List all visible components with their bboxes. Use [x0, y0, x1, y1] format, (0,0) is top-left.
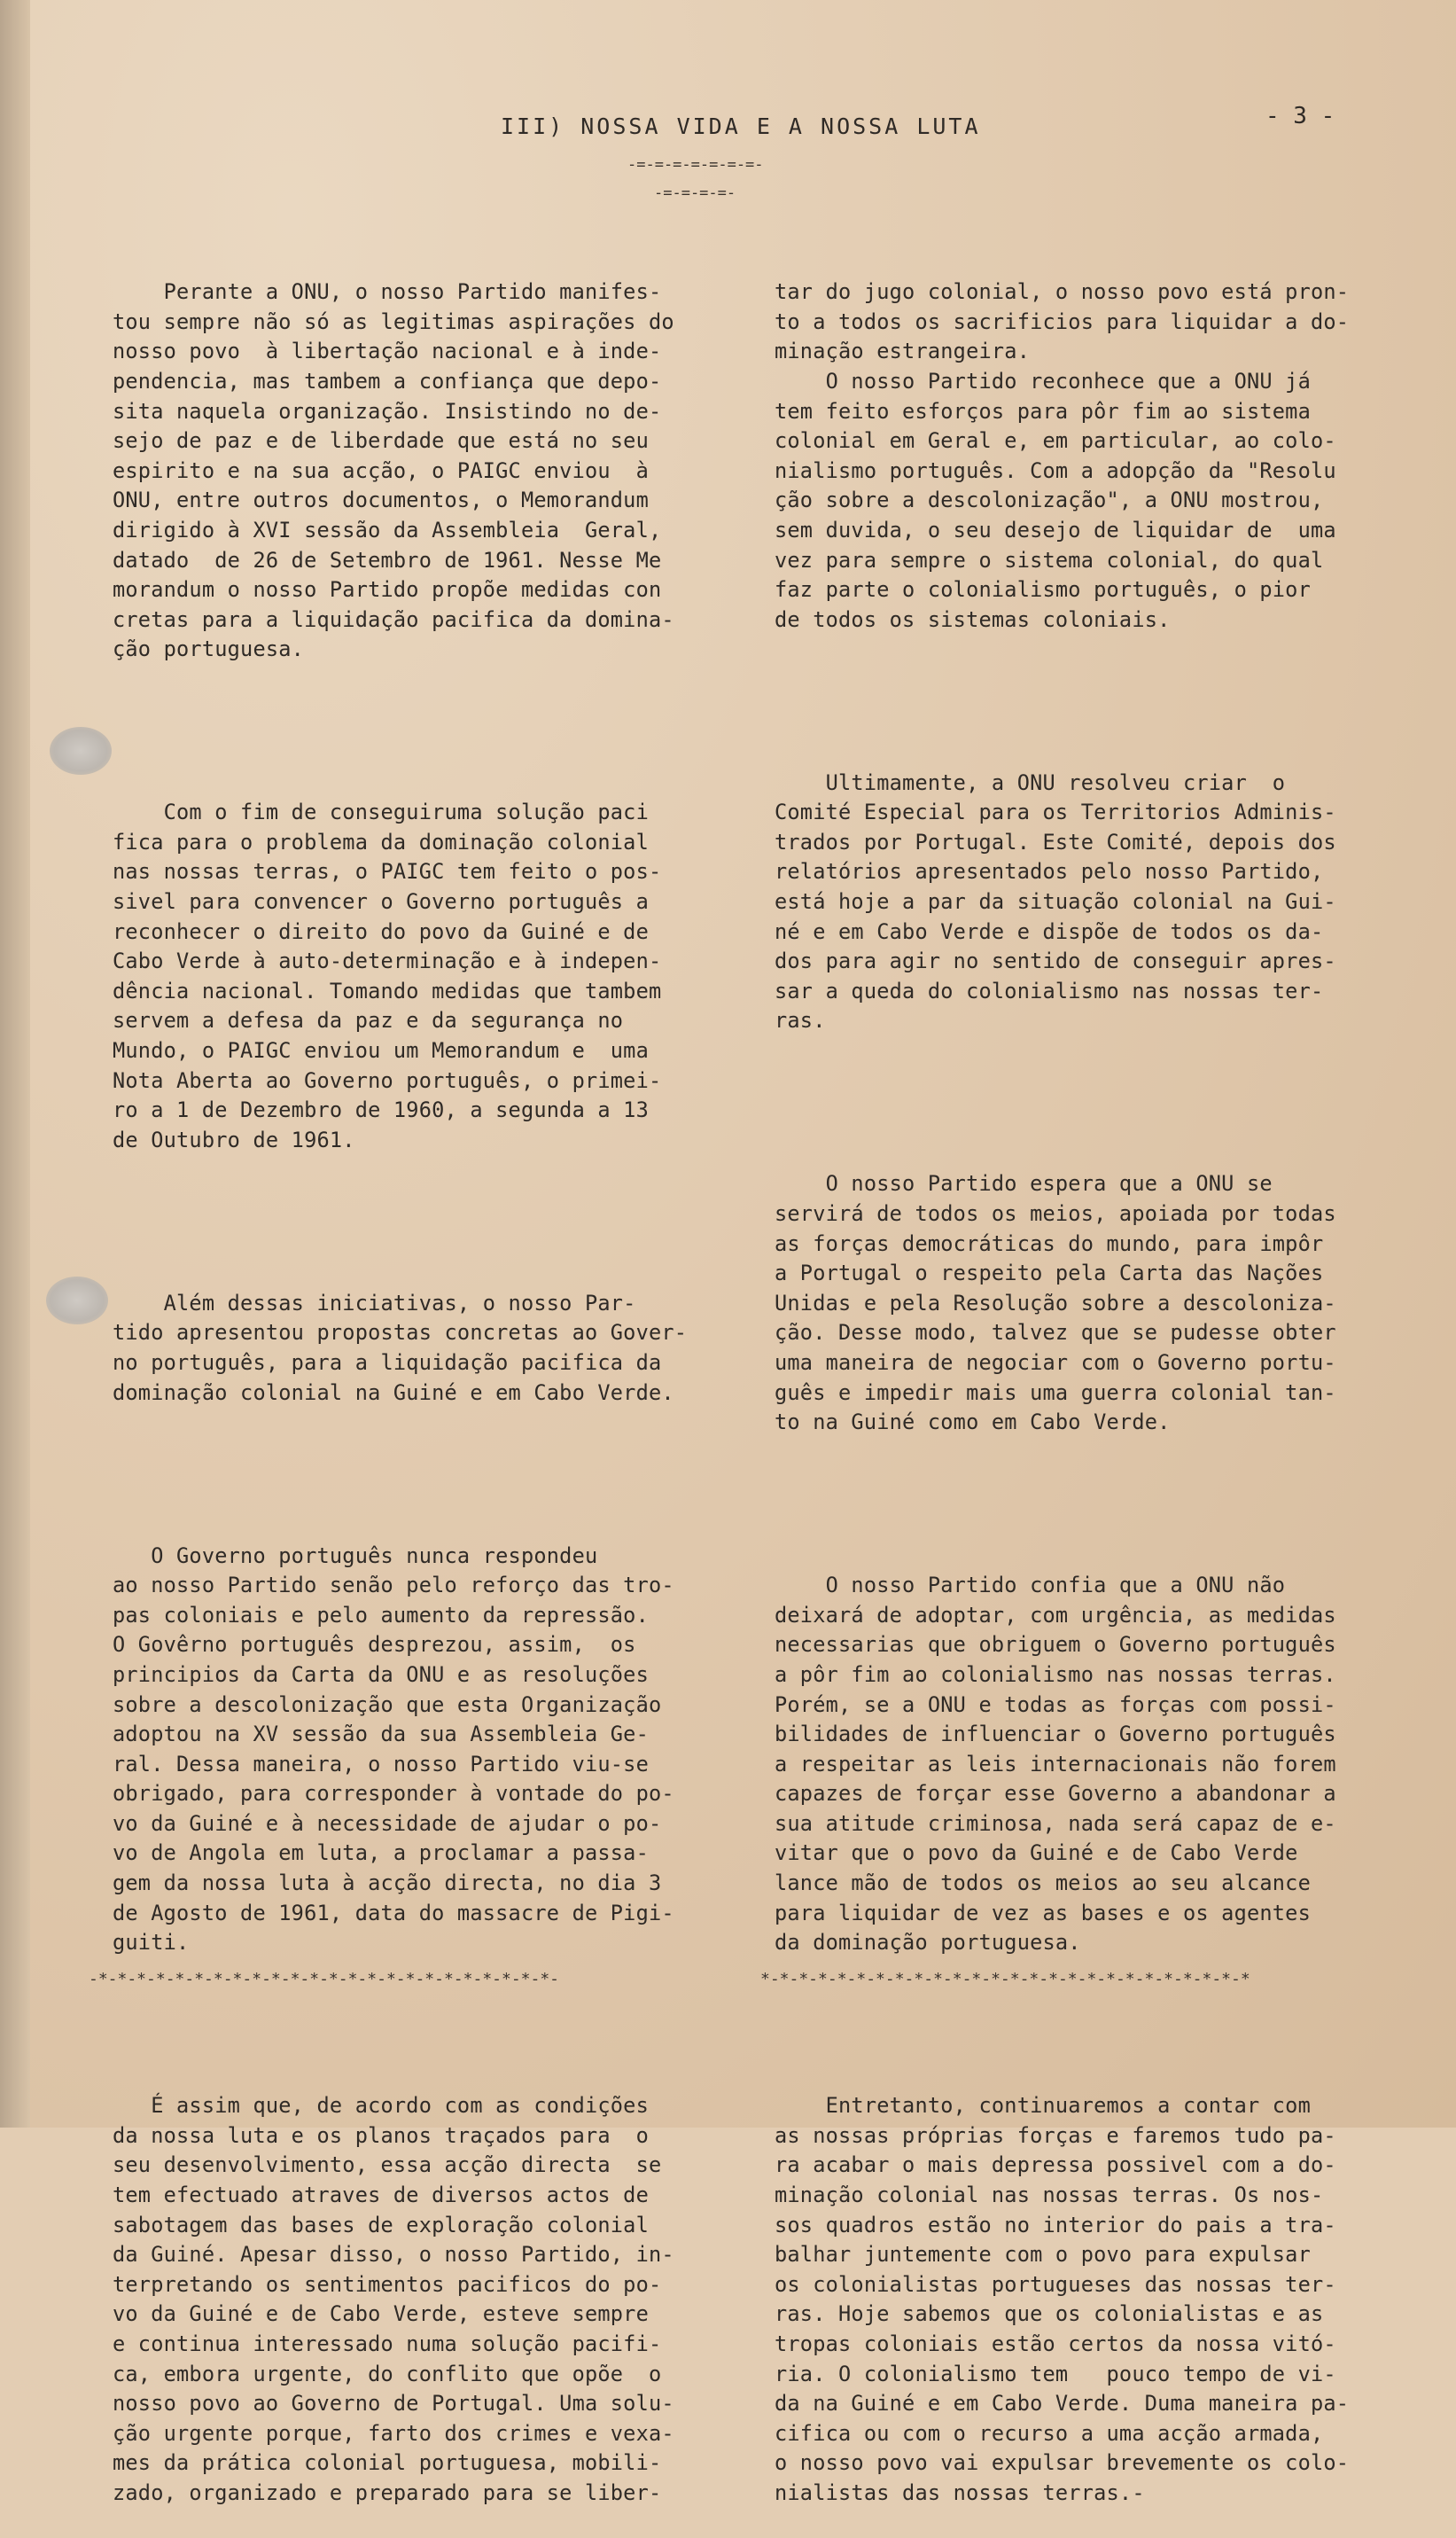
punch-hole	[46, 1277, 108, 1324]
paragraph: Entretanto, continuaremos a contar com as nossas próprias forças e faremos tudo pa- ra acabar o mais depressa possivel com a do- minação colonial nas nossas terras. Os nos- sos quadros estão no interior do pais a tra- balhar juntemente com o povo para expulsar os colonialistas portugueses das nossas ter- ras. Hoje sabemos que os colonialistas e as tropas coloniais estão certos da nossa vitó- ria. O colonialismo tem pouco tempo de vi- da na Guiné e em Cabo Verde. Duma maneira pa- cifica ou com o recurso a uma acção armada, o nosso povo vai expulsar brevemente os colo- nialistas das nossas terras.-	[775, 2093, 1350, 2505]
paragraph: Com o fim de conseguiruma solução paci fica para o problema da dominação colonial nas nossas terras, o PAIGC tem feito o pos- sivel para convencer o Governo português a reconhecer o direito do povo da Guiné e de Cabo Verde à auto-determinação e à indepen- dência nacional. Tomando medidas que tambem servem a defesa da paz e da segurança no Mundo, o PAIGC enviou um Memorandum e uma Nota Aberta ao Governo português, o primei- ro a 1 de Dezembro de 1960, a segunda a 13 de Outubro de 1961.	[113, 800, 662, 1152]
footer-separator-right: *-*-*-*-*-*-*-*-*-*-*-*-*-*-*-*-*-*-*-*-*-*-*-*-*-*	[760, 1970, 1250, 1988]
paragraph: Perante a ONU, o nosso Partido manifes- tou sempre não só as legitimas aspirações do nosso povo à libertação nacional e à inde- pendencia, mas tambem a confiança que depo- sita naquela organização. Insistindo no de- sejo de paz e de liberdade que está no seu espirito e na sua acção, o PAIGC enviou à ONU, entre outros documentos, o Memorandum dirigido à XVI sessão da Assembleia Geral, datado de 26 de Setembro de 1961. Nesse Me morandum o nosso Partido propõe medidas con cretas para a liquidação pacifica da domina- ção portuguesa.	[113, 279, 674, 662]
left-column	[113, 218, 742, 2538]
page-number: - 3 -	[1265, 103, 1335, 129]
right-column	[775, 218, 1413, 2538]
paragraph: O Governo português nunca respondeu ao nosso Partido senão pelo reforço das tro- pas coloniais e pelo aumento da repressão. O Govêrno português desprezou, assim, os principios da Carta da ONU e as resoluções sobre a descolonização que esta Organização adoptou na XV sessão da sua Assembleia Ge- ral. Dessa maneira, o nosso Partido viu-se obrigado, para corresponder à vontade do po- vo da Guiné e à necessidade de ajudar o po- vo de Angola em luta, a proclamar a passa- gem da nossa luta à acção directa, no dia 3 de Agosto de 1961, data do massacre de Pigi- guiti.	[113, 1542, 674, 1956]
section-title: III) NOSSA VIDA E A NOSSA LUTA	[501, 113, 981, 139]
punch-hole	[50, 727, 112, 775]
paragraph: tar do jugo colonial, o nosso povo está pron- to a todos os sacrificios para liquidar a do- minação estrangeira. O nosso Partido reconhece que a ONU já tem feito esforços para pôr fim ao sistema colonial em Geral e, em particular, ao colo- nialismo português. Com a adopção da "Resolu ção sobre a descolonização", a ONU mostrou, sem duvida, o seu desejo de liquidar de uma vez para sempre o sistema colonial, do qual faz parte o colonialismo português, o pior de todos os sistemas coloniais.	[775, 279, 1350, 632]
paragraph: É assim que, de acordo com as condições da nossa luta e os planos traçados para o seu desenvolvimento, essa acção directa se tem efectuado atraves de diversos actos de sabotagem das bases de exploração colonial da Guiné. Apesar disso, o nosso Partido, in- terpretando os sentimentos pacificos do po- vo da Guiné e de Cabo Verde, esteve sempre e continua interessado numa solução pacifi- ca, embora urgente, do conflito que opõe o nosso povo ao Governo de Portugal. Uma solu- ção urgente porque, farto dos crimes e vexa- mes da prática colonial portuguesa, mobili- zado, organizado e preparado para se liber-	[113, 2093, 674, 2505]
paragraph: O nosso Partido confia que a ONU não deixará de adoptar, com urgência, as medidas necessarias que obriguem o Governo português a pôr fim ao colonialismo nas nossas terras. Porém, se a ONU e todas as forças com possi- bilidades de influenciar o Governo português a respeitar as leis internacionais não forem capazes de forçar esse Governo a abandonar a sua atitude criminosa, nada será capaz de e- vitar que o povo da Guiné e de Cabo Verde lance mão de todos os meios ao seu alcance para liquidar de vez as bases e os agentes da dominação portuguesa.	[775, 1573, 1336, 1956]
title-underline: -=-=-=-=-=-=-=-	[627, 156, 764, 174]
paragraph: Ultimamente, a ONU resolveu criar o Comité Especial para os Territorios Adminis- trados por Portugal. Este Comité, depois dos relatórios apresentados pelo nosso Partido, está hoje a par da situação colonial na Gui- né e em Cabo Verde e dispõe de todos os da- dos para agir no sentido de conseguir apres- sar a queda do colonialismo nas nossas ter- ras.	[775, 769, 1336, 1034]
title-underline-short: -=-=-=-=-	[654, 184, 736, 202]
footer-separator-left: -*-*-*-*-*-*-*-*-*-*-*-*-*-*-*-*-*-*-*-*-*-*-*-*-	[89, 1970, 560, 1988]
binding-edge	[0, 0, 30, 2128]
paragraph: O nosso Partido espera que a ONU se servirá de todos os meios, apoiada por todas as forças democráticas do mundo, para impôr a Portugal o respeito pela Carta das Nações Unidas e pela Resolução sobre a descoloniza- ção. Desse modo, talvez que se pudesse obter uma maneira de negociar com o Governo portu- guês e impedir mais uma guerra colonial tan- to na Guiné como em Cabo Verde.	[775, 1171, 1336, 1435]
paragraph: Além dessas iniciativas, o nosso Par- tido apresentou propostas concretas ao Gover- no português, para a liquidação pacifica da dominação colonial na Guiné e em Cabo Verde.	[113, 1290, 688, 1405]
